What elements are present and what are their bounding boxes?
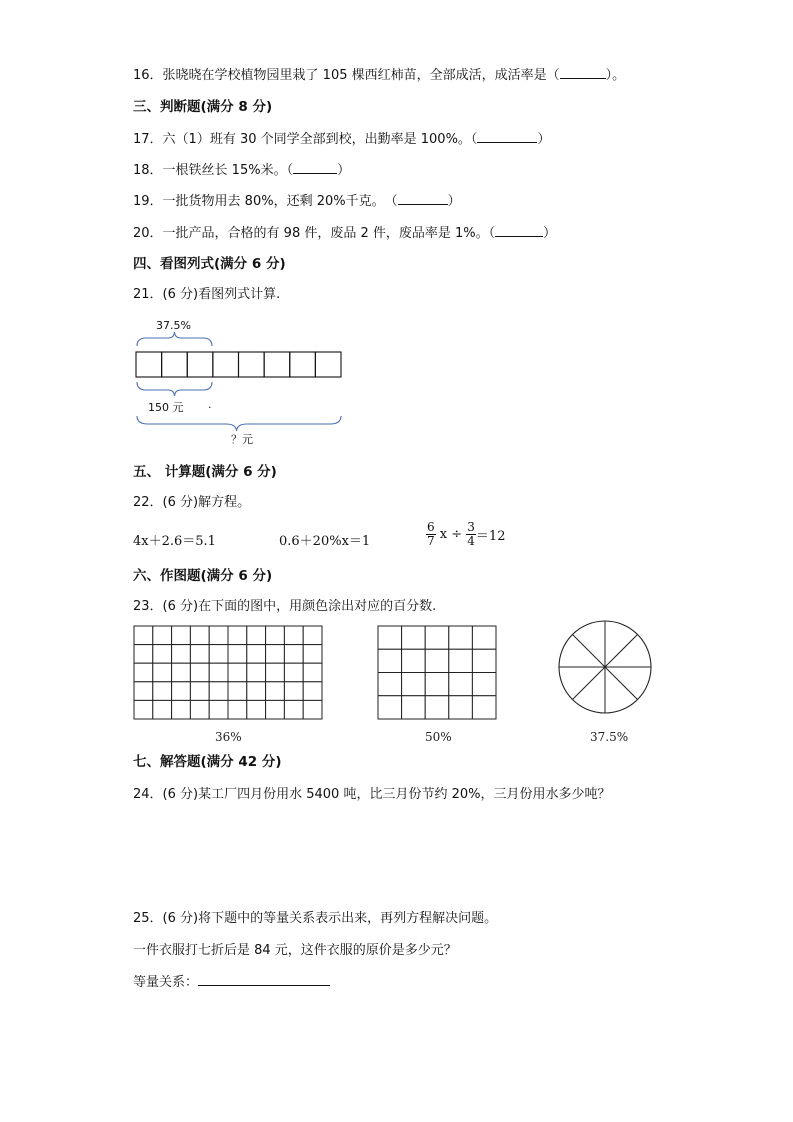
grid-cell[interactable] [153, 682, 172, 701]
relation-label: 等量关系： [133, 975, 199, 990]
question-17 [133, 130, 550, 149]
grid-cell[interactable] [190, 626, 209, 645]
grid-5x4[interactable] [377, 625, 497, 720]
grid-cell[interactable] [378, 673, 402, 696]
grid-cell[interactable] [266, 645, 285, 664]
grid-cell[interactable] [209, 626, 228, 645]
question-25-sub: 一件衣服打七折后是 84 元，这件衣服的原价是多少元？ [133, 943, 457, 958]
grid-cell[interactable] [247, 663, 266, 682]
question-18 [133, 161, 350, 180]
grid-cell[interactable] [153, 663, 172, 682]
answer-blank-18[interactable] [293, 161, 337, 174]
grid-cell[interactable] [449, 673, 473, 696]
grid-cell[interactable] [402, 673, 426, 696]
bar-box [239, 352, 265, 377]
grid-cell[interactable] [172, 626, 191, 645]
question-23-text: 23．(6 分)在下面的图中，用颜色涂出对应的百分数. [133, 599, 437, 614]
bar-box [315, 352, 341, 377]
grid-cell[interactable] [284, 700, 303, 719]
question-20-text: 20．一批产品，合格的有 98 件，废品 2 件，废品率是 1%。（ [133, 226, 496, 241]
grid-cell[interactable] [303, 626, 322, 645]
answer-blank-17[interactable] [477, 130, 537, 143]
relation-answer-line[interactable] [198, 973, 330, 986]
grid-cell[interactable] [266, 663, 285, 682]
grid-cell[interactable] [472, 696, 496, 719]
question-16-text: 16．张晓晓在学校植物园里栽了 105 棵西红柿苗，全部成活，成活率是（ [133, 68, 560, 83]
box-row [136, 352, 341, 377]
answer-blank-19[interactable] [398, 192, 448, 205]
grid-cell[interactable] [209, 663, 228, 682]
grid-cell[interactable] [209, 700, 228, 719]
grid-cell[interactable] [228, 700, 247, 719]
grid-cell[interactable] [209, 645, 228, 664]
bar-box [264, 352, 290, 377]
question-17-tail: ） [537, 132, 551, 147]
grid-1-caption: 36% [215, 730, 242, 744]
bar-box [162, 352, 188, 377]
grid-cell[interactable] [425, 673, 449, 696]
grid-cell[interactable] [247, 626, 266, 645]
question-16 [133, 66, 625, 85]
grid-cell[interactable] [472, 649, 496, 672]
grid-cell[interactable] [378, 649, 402, 672]
section-4-title: 四、看图列式(满分 6 分) [133, 256, 286, 272]
grid-cell[interactable] [134, 645, 153, 664]
bar-box [213, 352, 239, 377]
section-3-title: 三、判断题(满分 8 分) [133, 99, 273, 115]
grid-cell[interactable] [472, 673, 496, 696]
grid-cell[interactable] [303, 682, 322, 701]
top-brace [137, 332, 212, 346]
grid-cell[interactable] [134, 626, 153, 645]
grid-cell[interactable] [402, 626, 426, 649]
grid-cell[interactable] [172, 663, 191, 682]
question-20-tail: ） [543, 226, 557, 241]
question-19 [133, 192, 461, 211]
grid-cell[interactable] [266, 682, 285, 701]
grid-cell[interactable] [190, 700, 209, 719]
grid-cell[interactable] [284, 626, 303, 645]
grid-cell[interactable] [378, 626, 402, 649]
grid-cell[interactable] [266, 700, 285, 719]
grid-cell[interactable] [190, 663, 209, 682]
grid-cell[interactable] [247, 645, 266, 664]
top-label: 37.5% [156, 319, 191, 332]
fraction-six-sevenths: $\frac{6}{7}$ [427, 520, 435, 548]
answer-blank-20[interactable] [495, 224, 543, 237]
bar-box [187, 352, 213, 377]
grid-cell[interactable] [402, 696, 426, 719]
grid-10x5[interactable] [133, 625, 323, 720]
grid-cell[interactable] [228, 682, 247, 701]
grid-cell[interactable] [266, 626, 285, 645]
grid-cell[interactable] [190, 645, 209, 664]
question-19-text: 19．一批货物用去 80%，还剩 20%千克。 （ [133, 194, 398, 209]
grid-cell[interactable] [378, 696, 402, 719]
grid-cell[interactable] [284, 645, 303, 664]
mid-dot: . [208, 398, 212, 411]
grid-cell[interactable] [153, 700, 172, 719]
grid-2-caption: 50% [425, 730, 452, 744]
grid-cell[interactable] [449, 649, 473, 672]
grid-cell[interactable] [153, 645, 172, 664]
question-24-text: 24．(6 分)某工厂四月份用水 5400 吨，比三月份节约 20%，三月份用水多少吨？ [133, 787, 611, 802]
equation-2: 0.6＋20%x＝1 [279, 534, 371, 549]
fraction-three-quarters: $\frac{3}{4}$ [467, 520, 475, 548]
grid-cell[interactable] [209, 682, 228, 701]
bottom-brace [137, 416, 341, 431]
grid-cell[interactable] [228, 663, 247, 682]
question-21-text: 21．(6 分)看图列式计算. [133, 287, 281, 302]
grid-cell[interactable] [425, 649, 449, 672]
question-16-tail: ）。 [605, 68, 626, 83]
section-5-title: 五、 计算题(满分 6 分) [133, 464, 277, 480]
grid-cell[interactable] [425, 626, 449, 649]
grid-cell[interactable] [402, 649, 426, 672]
equation-1: 4x＋2.6＝5.1 [133, 534, 216, 549]
question-25-relation [133, 973, 330, 992]
grid-cell[interactable] [134, 682, 153, 701]
grid-cell[interactable] [284, 663, 303, 682]
question-20 [133, 224, 556, 243]
grid-cell[interactable] [247, 700, 266, 719]
circle-8-sectors[interactable] [556, 618, 654, 716]
question-25-text: 25．(6 分)将下题中的等量关系表示出来，再列方程解决问题。 [133, 911, 498, 926]
bottom-label: ？元 [231, 433, 253, 446]
question-18-tail: ） [337, 163, 351, 178]
question-18-text: 18．一根铁丝长 15%米。（ [133, 163, 294, 178]
answer-blank-16[interactable] [560, 66, 606, 79]
grid-cell[interactable] [247, 682, 266, 701]
grid-cell[interactable] [228, 626, 247, 645]
grid-cell[interactable] [153, 626, 172, 645]
question-17-text: 17．六（1）班有 30 个同学全部到校，出勤率是 100%。（ [133, 132, 478, 147]
grid-cell[interactable] [303, 700, 322, 719]
bar-box [290, 352, 316, 377]
grid-cell[interactable] [472, 626, 496, 649]
grid-cell[interactable] [303, 663, 322, 682]
section-6-title: 六、作图题(满分 6 分) [133, 568, 273, 584]
grid-cell[interactable] [172, 700, 191, 719]
grid-cell[interactable] [284, 682, 303, 701]
question-22-text: 22．(6 分)解方程。 [133, 495, 251, 510]
grid-cell[interactable] [449, 626, 473, 649]
grid-cell[interactable] [190, 682, 209, 701]
bar-box [136, 352, 162, 377]
equation-3: $\frac{6}{7}$ x ÷ $\frac{3}{4}$ ＝12 [427, 520, 506, 548]
grid-cell[interactable] [172, 645, 191, 664]
grid-cell[interactable] [303, 645, 322, 664]
grid-cell[interactable] [134, 700, 153, 719]
grid-cell[interactable] [228, 645, 247, 664]
section-7-title: 七、解答题(满分 42 分) [133, 754, 282, 770]
grid-cell[interactable] [449, 696, 473, 719]
question-19-tail: ） [447, 194, 461, 209]
circle-caption: 37.5% [590, 730, 629, 744]
mid-brace [137, 382, 212, 396]
grid-cell[interactable] [134, 663, 153, 682]
bar-diagram [130, 312, 350, 450]
grid-cell[interactable] [425, 696, 449, 719]
grid-cell[interactable] [172, 682, 191, 701]
mid-label: 150 元 [148, 401, 184, 414]
